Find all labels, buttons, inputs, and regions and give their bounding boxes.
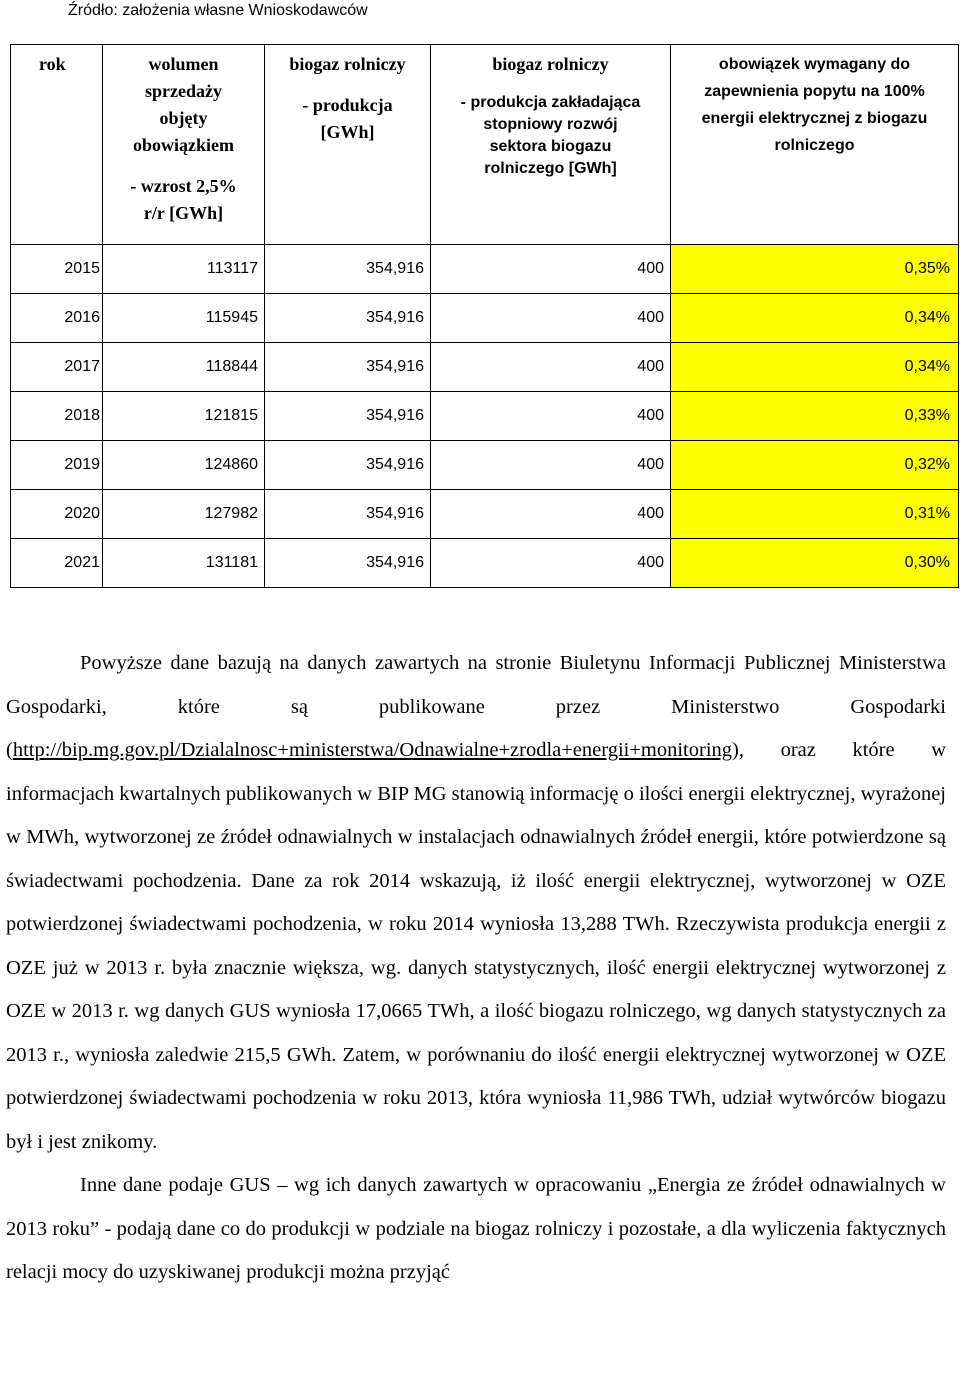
- paragraph-1-end: ), oraz które w informacjach kwartalnych publikowanych w BIP MG stanowią informację o ilości energii elektrycznej, wyrażonej w MWh, wytworzonej ze źródeł odnawialnych w instalacjach odnawialnych źródeł energii, które potwierdzone są świadectwami pochodzenia. Dane za rok 2014 wskazują, iż ilość energii elektrycznej, wytworzonej w OZE potwierdzonej świadectwami pochodzenia, w roku 2014 wyniosła 13,288 TWh. Rzeczywista produkcja energii z OZE już w 2013 r. była znacznie większa, wg. danych statystycznych, ilość energii elektrycznej wytworzonej z OZE w 2013 r. wg danych GUS wyniosła 17,0665 TWh, a ilość biogazu rolniczego, wg danych statystycznych za 2013 r., wyniosła zaledwie 215,5 GWh. Zatem, w porównaniu do ilość energii elektrycznej wytworzonej w OZE potwierdzonej świadectwami pochodzenia w roku 2013, która wyniosła 11,986 TWh, udział wytwórców biogazu był i jest znikomy.: [6, 739, 946, 1153]
- header-line: biogaz rolniczy: [492, 54, 609, 74]
- cell-volume: 131181: [103, 539, 265, 588]
- cell-obligation: 0,30%: [671, 539, 959, 588]
- cell-biogas-production: 354,916: [265, 539, 431, 588]
- cell-volume: 118844: [103, 343, 265, 392]
- cell-obligation: 0,33%: [671, 392, 959, 441]
- header-line: objęty: [159, 108, 208, 128]
- header-line: energii elektrycznej z biogazu: [701, 110, 928, 127]
- cell-biogas-development: 400: [431, 245, 671, 294]
- header-line: rolniczego [GWh]: [484, 160, 617, 177]
- header-line: sektora biogazu: [489, 138, 612, 155]
- cell-obligation: 0,34%: [671, 294, 959, 343]
- cell-obligation: 0,34%: [671, 343, 959, 392]
- table-row: [11, 539, 959, 588]
- header-line: biogaz rolniczy: [289, 54, 406, 74]
- table-body: [11, 245, 959, 588]
- cell-biogas-development: 400: [431, 343, 671, 392]
- cell-year: 2016: [11, 294, 103, 343]
- table-row: [11, 392, 959, 441]
- header-line: rolniczego: [774, 137, 855, 154]
- cell-year: 2021: [11, 539, 103, 588]
- cell-biogas-production: 354,916: [265, 245, 431, 294]
- table-row: [11, 245, 959, 294]
- header-biogas-development: [431, 45, 671, 245]
- header-line: wolumen: [148, 54, 219, 74]
- body-text: [6, 642, 946, 1295]
- cell-year: 2015: [11, 245, 103, 294]
- cell-volume: 113117: [103, 245, 265, 294]
- cell-obligation: 0,31%: [671, 490, 959, 539]
- paragraph-2: Inne dane podaje GUS – wg ich danych zawartych w opracowaniu „Energia ze źródeł odnawialnych w 2013 roku” - podają dane co do produkcji w podziale na biogaz rolniczy i pozostałe, a dla wyliczenia faktycznych relacji mocy do uzyskiwanej produkcji można przyjąć: [6, 1174, 946, 1283]
- header-line: obowiązek wymagany do: [718, 56, 911, 73]
- cell-volume: 121815: [103, 392, 265, 441]
- table-row: [11, 343, 959, 392]
- table-row: [11, 490, 959, 539]
- cell-biogas-development: 400: [431, 294, 671, 343]
- header-line: zapewnienia popytu na 100%: [704, 83, 925, 100]
- header-obligation: [671, 45, 959, 245]
- cell-year: 2018: [11, 392, 103, 441]
- cell-year: 2017: [11, 343, 103, 392]
- bip-link[interactable]: http://bip.mg.gov.pl/Dzialalnosc+ministerstwa/Odnawialne+zrodla+energii+monitoring: [12, 739, 733, 761]
- header-line: - wzrost 2,5%: [130, 176, 237, 196]
- table-row: [11, 441, 959, 490]
- cell-year: 2019: [11, 441, 103, 490]
- cell-volume: 115945: [103, 294, 265, 343]
- header-year-label: rok: [39, 54, 66, 74]
- paragraph-1: [6, 642, 946, 1164]
- cell-biogas-production: 354,916: [265, 441, 431, 490]
- cell-biogas-development: 400: [431, 392, 671, 441]
- cell-biogas-development: 400: [431, 539, 671, 588]
- table-row: [11, 294, 959, 343]
- header-line: - produkcja: [302, 95, 393, 115]
- source-note: Źródło: założenia własne Wnioskodawców: [68, 2, 368, 19]
- header-line: stopniowy rozwój: [483, 116, 618, 133]
- header-volume: [103, 45, 265, 245]
- cell-biogas-development: 400: [431, 441, 671, 490]
- header-biogas-production: [265, 45, 431, 245]
- cell-obligation: 0,32%: [671, 441, 959, 490]
- cell-obligation: 0,35%: [671, 245, 959, 294]
- cell-biogas-development: 400: [431, 490, 671, 539]
- header-line: obowiązkiem: [133, 135, 234, 155]
- header-year: [11, 45, 103, 245]
- cell-biogas-production: 354,916: [265, 392, 431, 441]
- cell-biogas-production: 354,916: [265, 343, 431, 392]
- header-line: sprzedaży: [145, 81, 222, 101]
- header-line: - produkcja zakładająca: [460, 94, 641, 111]
- biogas-table: [10, 44, 959, 588]
- paragraph-1-start: Powyższe dane bazują na danych zawartych na stronie Biuletynu Informacji Publicznej Ministerstwa Gospodarki, które są publikowane przez Ministerstwo Gospodarki (: [6, 652, 946, 761]
- cell-biogas-production: 354,916: [265, 490, 431, 539]
- table-header-row: [11, 45, 959, 245]
- header-line: [GWh]: [320, 122, 375, 142]
- cell-year: 2020: [11, 490, 103, 539]
- cell-volume: 124860: [103, 441, 265, 490]
- cell-biogas-production: 354,916: [265, 294, 431, 343]
- cell-volume: 127982: [103, 490, 265, 539]
- header-line: r/r [GWh]: [143, 203, 224, 223]
